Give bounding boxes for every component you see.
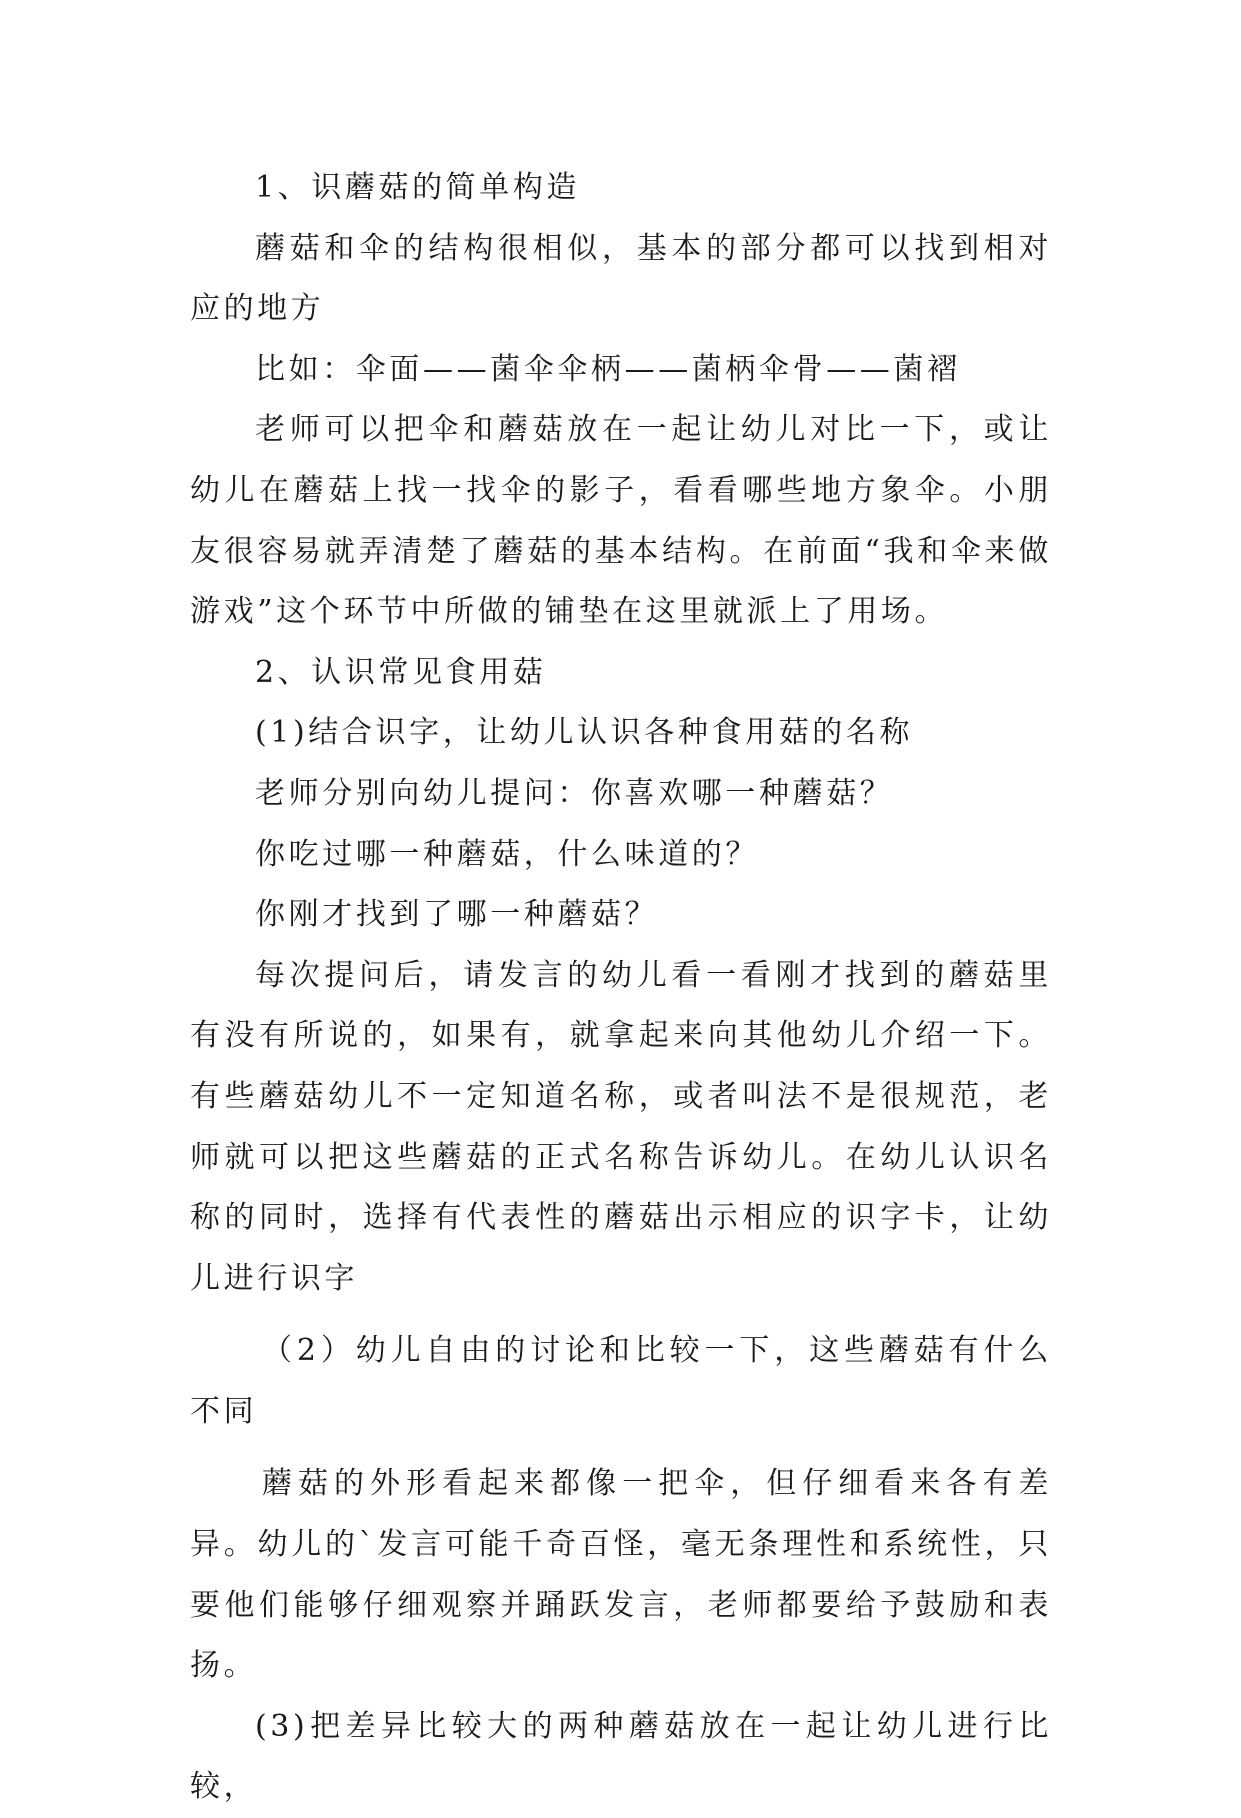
subheading-literacy: (1)结合识字，让幼儿认识各种食用菇的名称 (255, 715, 914, 751)
paragraph-question-taste: 你吃过哪一种蘑菇，什么味道的？ (255, 836, 759, 872)
paragraph-teacher-comparison: 老师可以把伞和蘑菇放在一起让幼儿对比一下，或让幼儿在蘑菇上找一找伞的影子，看看哪些地方象伞。小朋友很容易就弄清楚了蘑菇的基本结构。在前面“我和伞来做游戏”这个环节中所做的铺垫在这里就派上了用场。 (190, 412, 1052, 630)
section-heading-edible-mushrooms: 2、认识常见食用菇 (255, 654, 547, 690)
paragraph-question-favorite: 老师分别向幼儿提问：你喜欢哪一种蘑菇？ (255, 775, 894, 811)
subheading-comparison: (3)把差异比较大的两种蘑菇放在一起让幼儿进行比较， (190, 1708, 1052, 1805)
paragraph-appearance-differences: 蘑菇的外形看起来都像一把伞，但仔细看来各有差异。幼儿的`发言可能千奇百怪，毫无条理性和系统性，只要他们能够仔细观察并踊跃发言，老师都要给予鼓励和表扬。 (190, 1466, 1052, 1684)
paragraph-question-found: 你刚才找到了哪一种蘑菇？ (255, 897, 659, 933)
subheading-discussion: （2）幼儿自由的讨论和比较一下，这些蘑菇有什么不同 (190, 1333, 1052, 1429)
paragraph-comparison-example: 比如：伞面——菌伞伞柄——菌柄伞骨——菌褶 (255, 351, 961, 387)
document-body (190, 158, 1052, 1818)
section-heading-mushroom-structure: 1、识蘑菇的简单构造 (255, 170, 581, 205)
paragraph-structure-similarity: 蘑菇和伞的结构很相似，基本的部分都可以找到相对应的地方 (190, 230, 1052, 327)
paragraph-after-questions: 每次提问后，请发言的幼儿看一看刚才找到的蘑菇里有没有所说的，如果有，就拿起来向其他幼儿介绍一下。有些蘑菇幼儿不一定知道名称，或者叫法不是很规范，老师就可以把这些蘑菇的正式名称告诉幼儿。在幼儿认识名称的同时，选择有代表性的蘑菇出示相应的识字卡，让幼儿进行识字 (190, 957, 1052, 1296)
